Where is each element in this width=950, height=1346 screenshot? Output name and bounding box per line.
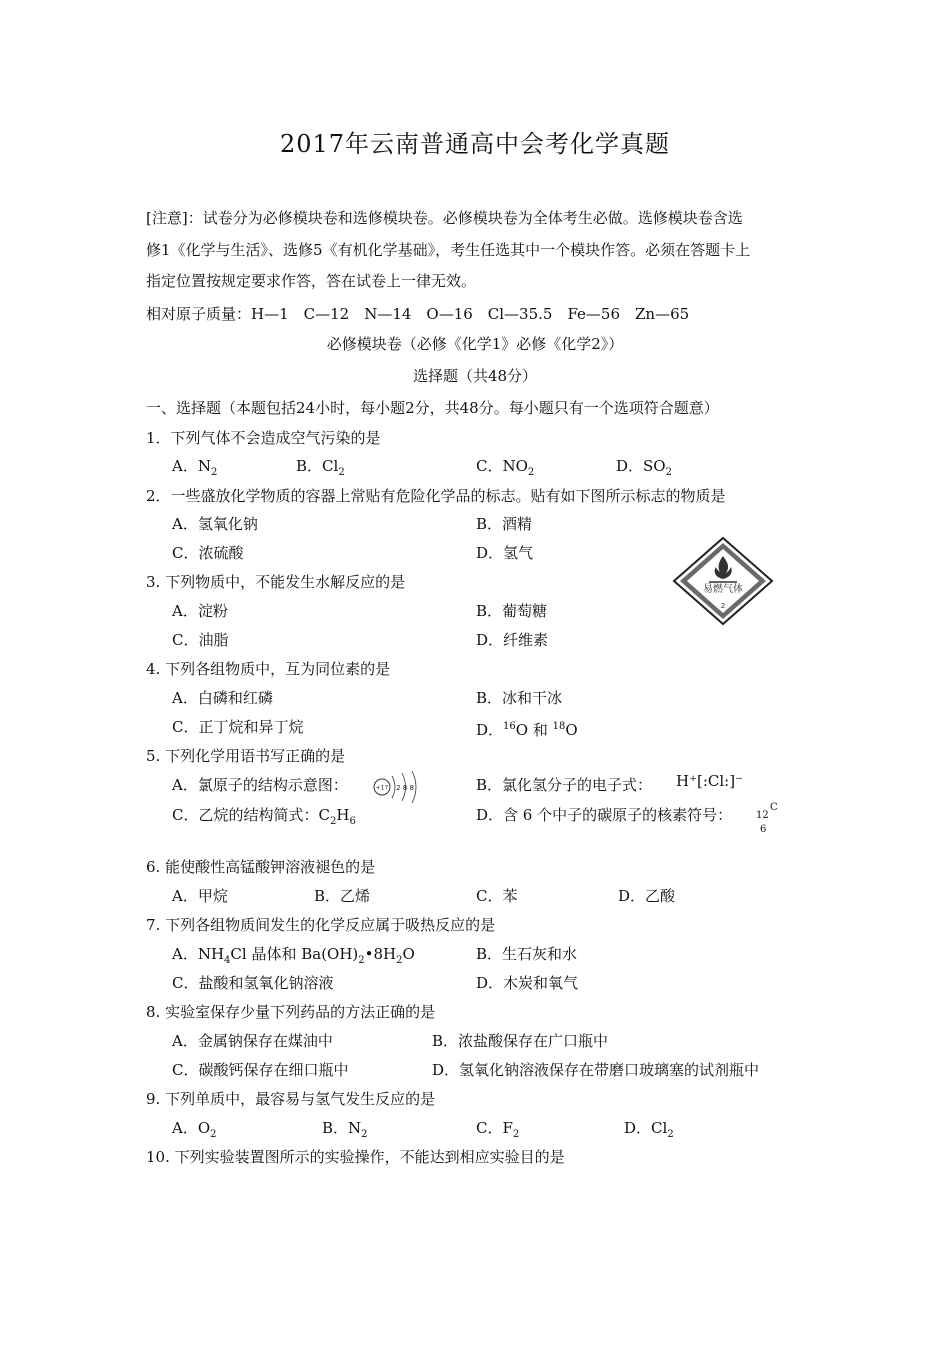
q2-option-c: C．浓硫酸	[172, 544, 244, 562]
q3-option-d: D．纤维素	[476, 631, 549, 649]
q6-option-a: A．甲烷	[172, 887, 228, 905]
q1-option-d: D．$SO_2$	[616, 457, 672, 478]
q6-stem: 6. 能使酸性高锰酸钾溶液褪色的是	[146, 858, 376, 876]
q5-stem: 5. 下列化学用语书写正确的是	[146, 747, 346, 765]
q5-option-d: D．含 6 个中子的碳原子的核素符号：	[476, 806, 733, 824]
chlorine-atom-diagram	[370, 768, 426, 810]
q7-option-a: A．$NH_4Cl$ 晶体和 $Ba(OH)_2•8H_2O$	[172, 945, 415, 966]
q1-option-b: B．$Cl_2$	[296, 457, 345, 478]
flammable-gas-placard	[672, 536, 774, 626]
q8-option-d: D．氢氧化钠溶液保存在带磨口玻璃塞的试剂瓶中	[432, 1061, 760, 1079]
q8-stem: 8. 实验室保存少量下列药品的方法正确的是	[146, 1003, 436, 1021]
q2-option-b: B．酒精	[476, 515, 533, 533]
q8-option-a: A．金属钠保存在煤油中	[172, 1032, 333, 1050]
q1-stem: 1．下列气体不会造成空气污染的是	[146, 429, 381, 447]
section-title: 选择题（共48分）	[412, 367, 538, 385]
q4-stem: 4. 下列各组物质中，互为同位素的是	[146, 660, 391, 678]
q5-option-a: A．氯原子的结构示意图：	[172, 776, 348, 794]
q6-option-b: B．乙烯	[314, 887, 371, 905]
placard-number: 2	[720, 602, 726, 610]
q5-option-c: C．乙烷的结构简式：$C_2H_6$	[172, 806, 356, 827]
mass-number: 12	[756, 810, 769, 821]
q1-option-c: C．$NO_2$	[476, 457, 535, 478]
q5-option-b: B．氯化氢分子的电子式：	[476, 776, 653, 794]
q7-option-b: B．生石灰和水	[476, 945, 578, 963]
element-symbol: C	[770, 802, 778, 813]
q6-option-d: D．乙酸	[618, 887, 676, 905]
q8-option-c: C．碳酸钙保存在细口瓶中	[172, 1061, 349, 1079]
q9-option-a: A．$O_2$	[172, 1119, 217, 1140]
q8-option-b: B．浓盐酸保存在广口瓶中	[432, 1032, 609, 1050]
q7-option-d: D．木炭和氧气	[476, 974, 579, 992]
notice-line-1: [注意]：试卷分为必修模块卷和选修模块卷。必修模块卷为全体考生必做。选修模块卷含选	[146, 209, 743, 227]
notice-line-2: 修1《化学与生活》、选修5《有机化学基础》，考生任选其中一个模块作答。必须在答题卡上	[146, 241, 751, 259]
q2-option-a: A．氢氧化钠	[172, 515, 258, 533]
q7-option-c: C．盐酸和氢氧化钠溶液	[172, 974, 334, 992]
q3-option-a: A．淀粉	[172, 602, 228, 620]
module-title: 必修模块卷（必修《化学1》必修《化学2》）	[326, 335, 624, 353]
notice-line-3: 指定位置按规定要求作答，答在试卷上一律无效。	[146, 272, 477, 290]
carbon-nuclide-symbol	[756, 802, 778, 838]
q9-stem: 9. 下列单质中，最容易与氢气发生反应的是	[146, 1090, 436, 1108]
nucleus-charge: +17	[375, 784, 389, 792]
q3-stem: 3. 下列物质中，不能发生水解反应的是	[146, 573, 406, 591]
q3-option-b: B．葡萄糖	[476, 602, 548, 620]
q3-option-c: C．油脂	[172, 631, 229, 649]
q7-stem: 7. 下列各组物质间发生的化学反应属于吸热反应的是	[146, 916, 496, 934]
q4-option-c: C．正丁烷和异丁烷	[172, 718, 304, 736]
q4-option-d: D．$^{16}$O 和 $^{18}$O	[476, 721, 578, 739]
atomic-mass: 相对原子质量：H—1 C—12 N—14 O—16 Cl—35.5 Fe—56 Zn—65	[146, 305, 690, 323]
q9-option-c: C．$F_2$	[476, 1119, 520, 1140]
q1-option-a: A．$N_2$	[172, 457, 218, 478]
atomic-number: 6	[760, 824, 767, 835]
q10-stem: 10. 下列实验装置图所示的实验操作，不能达到相应实验目的是	[146, 1148, 565, 1166]
q4-option-a: A．白磷和红磷	[172, 689, 273, 707]
page-title: 2017年云南普通高中会考化学真题	[279, 130, 671, 158]
q2-option-d: D．氢气	[476, 544, 534, 562]
placard-label: 易燃气体	[703, 584, 743, 595]
q9-option-b: B．$N_2$	[322, 1119, 368, 1140]
section-intro: 一、选择题（本题包括24小时，每小题2分，共48分。每小题只有一个选项符合题意）	[146, 399, 719, 417]
electron-shells: 2 8 8	[396, 784, 414, 792]
flammable-diamond-icon	[672, 536, 774, 626]
q4-option-b: B．冰和干冰	[476, 689, 563, 707]
q6-option-c: C．苯	[476, 887, 518, 905]
q2-stem: 2．一些盛放化学物质的容器上常贴有危险化学品的标志。贴有如下图所示标志的物质是	[146, 487, 726, 505]
hcl-electron-formula: H⁺[:Cl:]⁻	[676, 772, 744, 790]
q9-option-d: D．$Cl_2$	[624, 1119, 674, 1140]
